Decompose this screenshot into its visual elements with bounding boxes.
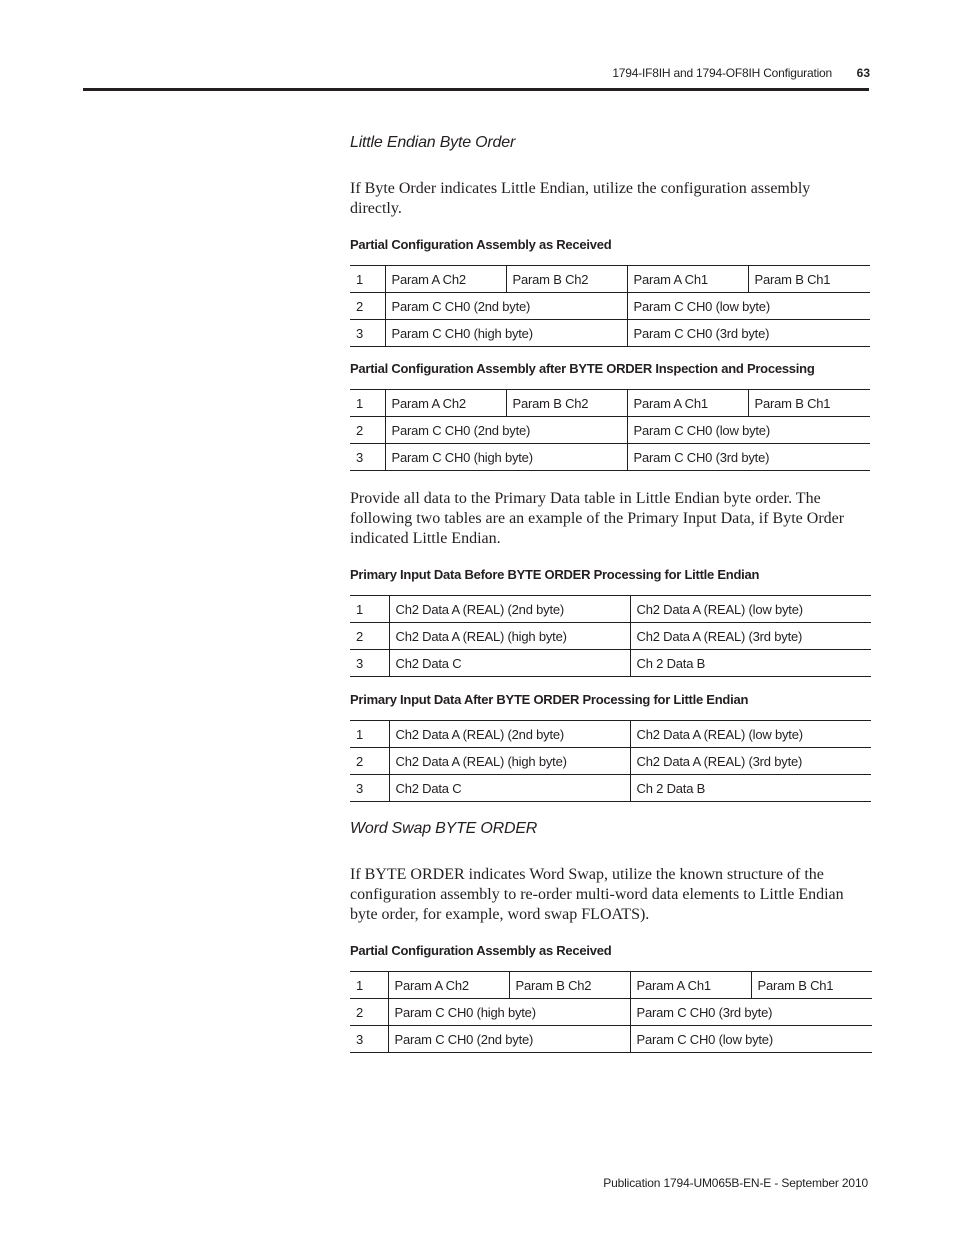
table2-caption: Partial Configuration Assembly after BYTE ORDER Inspection and Processing	[350, 361, 815, 376]
table-cell: Ch2 Data A (REAL) (high byte)	[389, 748, 630, 775]
table-cell: Ch 2 Data B	[630, 650, 871, 677]
row-number: 1	[350, 266, 385, 293]
row-number: 1	[350, 596, 389, 623]
table-row	[350, 721, 871, 748]
table-cell: Param C CH0 (3rd byte)	[630, 999, 872, 1026]
section-heading-little-endian: Little Endian Byte Order	[350, 134, 516, 151]
word-swap-intro: If BYTE ORDER indicates Word Swap, utilize the known structure of the configuration assembly to re-order multi-word data elements to Little Endian byte order, for example, word swap FLOATS).	[350, 866, 844, 923]
table-cell: Ch2 Data A (REAL) (low byte)	[630, 721, 871, 748]
provide-data-text: Provide all data to the Primary Data table in Little Endian byte order. The following two tables are an example of the Primary Input Data, if Byte Order indicated Little Endian.	[350, 490, 845, 547]
row-number: 2	[350, 623, 389, 650]
table-cell: Param B Ch2	[509, 972, 630, 999]
table-cell: Param B Ch2	[506, 266, 627, 293]
header-rule	[83, 88, 869, 91]
table-cell: Param A Ch1	[627, 266, 748, 293]
config-received-table	[350, 265, 870, 347]
config-processed-table	[350, 389, 870, 471]
table-row	[350, 596, 871, 623]
row-number: 2	[350, 748, 389, 775]
row-number: 2	[350, 417, 385, 444]
table-cell: Param C CH0 (low byte)	[630, 1026, 872, 1053]
page-header	[0, 66, 954, 80]
table-cell: Param A Ch2	[385, 266, 506, 293]
table-cell: Param C CH0 (2nd byte)	[385, 417, 627, 444]
table1-caption: Partial Configuration Assembly as Received	[350, 237, 612, 252]
table-cell: Param C CH0 (3rd byte)	[627, 444, 870, 471]
table-row	[350, 650, 871, 677]
table-cell: Param C CH0 (high byte)	[385, 320, 627, 347]
table-cell: Ch 2 Data B	[630, 775, 871, 802]
table-cell: Param B Ch1	[748, 390, 870, 417]
row-number: 2	[350, 999, 388, 1026]
row-number: 1	[350, 390, 385, 417]
table-cell: Param B Ch1	[748, 266, 870, 293]
row-number: 3	[350, 444, 385, 471]
table-row	[350, 999, 872, 1026]
table-row	[350, 623, 871, 650]
input-before-table	[350, 595, 871, 677]
table-cell: Param C CH0 (2nd byte)	[388, 1026, 630, 1053]
table-cell: Param C CH0 (low byte)	[627, 417, 870, 444]
page-number: 63	[856, 66, 870, 80]
table5-caption: Partial Configuration Assembly as Received	[350, 943, 612, 958]
table-cell: Param C CH0 (3rd byte)	[627, 320, 870, 347]
table-cell: Ch2 Data C	[389, 775, 630, 802]
table-cell: Param B Ch1	[751, 972, 872, 999]
table3-caption: Primary Input Data Before BYTE ORDER Processing for Little Endian	[350, 567, 760, 582]
table-cell: Param A Ch1	[630, 972, 751, 999]
table-cell: Ch2 Data A (REAL) (low byte)	[630, 596, 871, 623]
table-row	[350, 972, 872, 999]
table-cell: Ch2 Data A (REAL) (2nd byte)	[389, 721, 630, 748]
table-cell: Param A Ch1	[627, 390, 748, 417]
table-cell: Ch2 Data A (REAL) (3rd byte)	[630, 748, 871, 775]
table-cell: Param C CH0 (low byte)	[627, 293, 870, 320]
table-row	[350, 1026, 872, 1053]
table-row	[350, 320, 870, 347]
table-cell: Param C CH0 (high byte)	[388, 999, 630, 1026]
table-cell: Ch2 Data C	[389, 650, 630, 677]
little-endian-intro: If Byte Order indicates Little Endian, utilize the configuration assembly directly.	[350, 180, 811, 217]
table-row	[350, 775, 871, 802]
table-row	[350, 266, 870, 293]
table-row	[350, 390, 870, 417]
section-heading-word-swap: Word Swap BYTE ORDER	[350, 820, 538, 837]
row-number: 3	[350, 1026, 388, 1053]
row-number: 2	[350, 293, 385, 320]
row-number: 3	[350, 775, 389, 802]
row-number: 3	[350, 320, 385, 347]
table-cell: Param A Ch2	[388, 972, 509, 999]
row-number: 3	[350, 650, 389, 677]
table-cell: Ch2 Data A (REAL) (2nd byte)	[389, 596, 630, 623]
row-number: 1	[350, 721, 389, 748]
publication-footer: Publication 1794-UM065B-EN-E - September 2010	[603, 1176, 868, 1190]
table-cell: Param C CH0 (2nd byte)	[385, 293, 627, 320]
table-cell: Param B Ch2	[506, 390, 627, 417]
word-swap-config-table	[350, 971, 872, 1053]
row-number: 1	[350, 972, 388, 999]
table-row	[350, 293, 870, 320]
table4-caption: Primary Input Data After BYTE ORDER Processing for Little Endian	[350, 692, 749, 707]
input-after-table	[350, 720, 871, 802]
table-row	[350, 748, 871, 775]
table-cell: Param A Ch2	[385, 390, 506, 417]
table-cell: Ch2 Data A (REAL) (high byte)	[389, 623, 630, 650]
table-cell: Ch2 Data A (REAL) (3rd byte)	[630, 623, 871, 650]
table-row	[350, 417, 870, 444]
chapter-title: 1794-IF8IH and 1794-OF8IH Configuration	[612, 66, 832, 80]
table-row	[350, 444, 870, 471]
table-cell: Param C CH0 (high byte)	[385, 444, 627, 471]
